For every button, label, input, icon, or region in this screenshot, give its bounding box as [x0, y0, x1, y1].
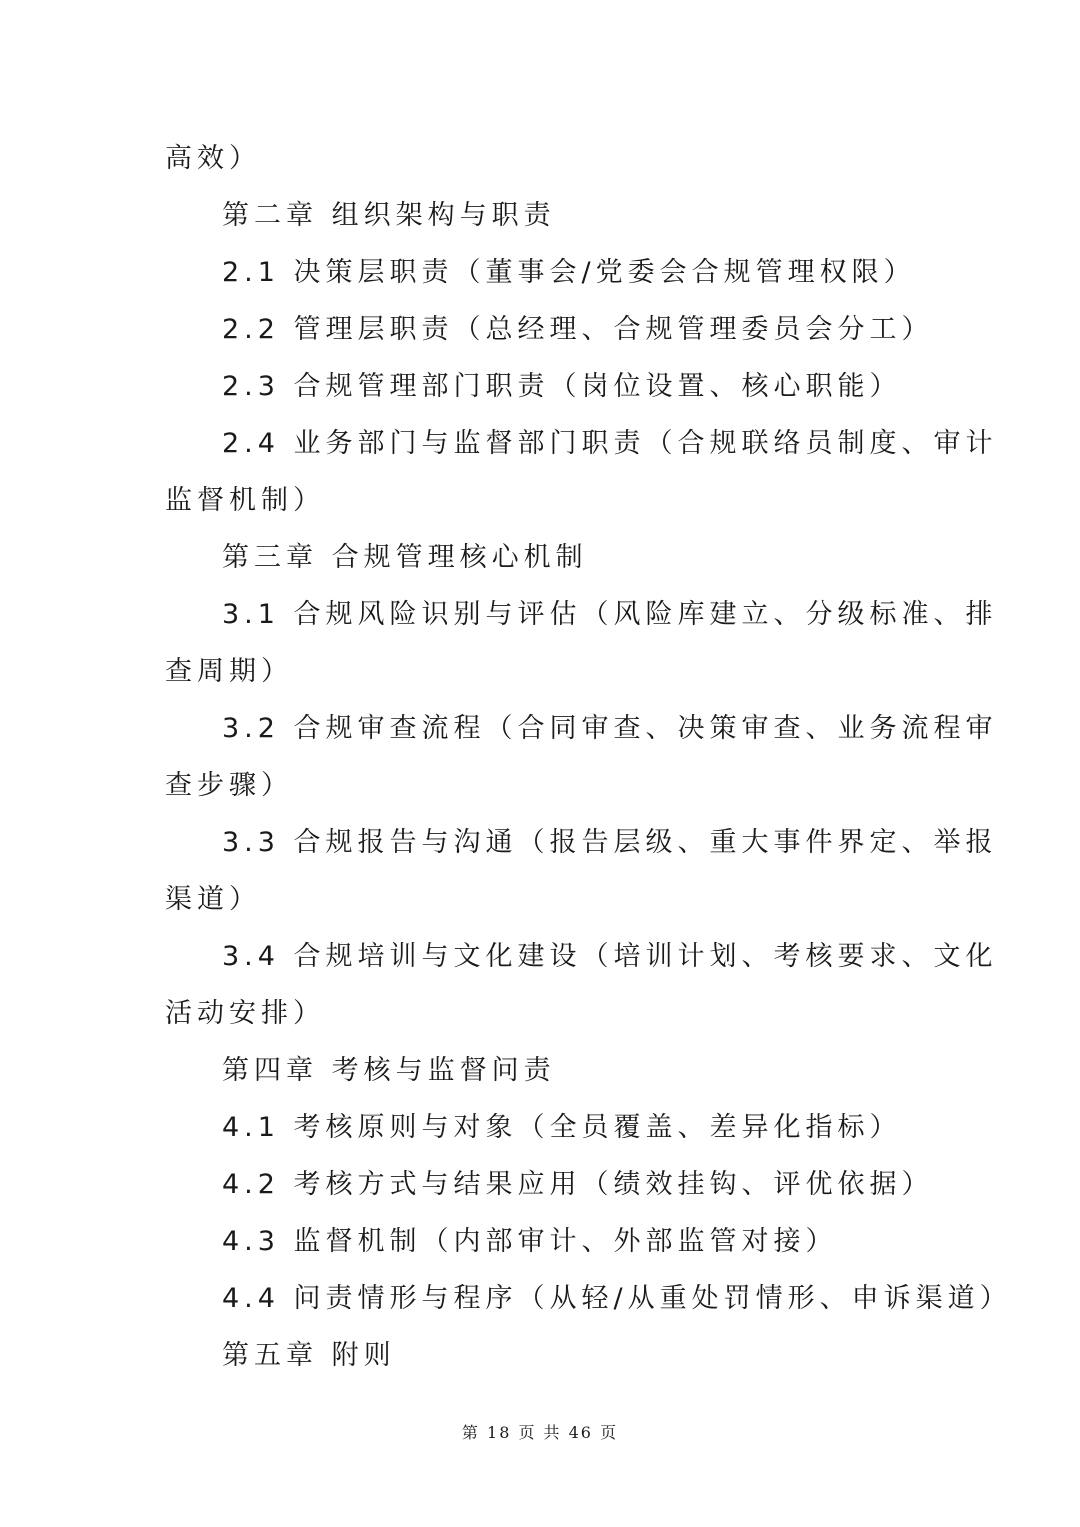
section-item: 2.3 合规管理部门职责（岗位设置、核心职能） [222, 371, 902, 402]
text-line: 查周期） [165, 656, 293, 687]
section-item: 4.4 问责情形与程序（从轻/从重处罚情形、申诉渠道） [222, 1283, 1012, 1314]
chapter-heading: 第二章 组织架构与职责 [222, 200, 556, 231]
text-line: 渠道） [165, 884, 261, 915]
document-body [165, 130, 1012, 1384]
page-number-footer: 第 18 页 共 46 页 [461, 1423, 619, 1442]
chapter-heading: 第五章 附则 [222, 1340, 396, 1371]
section-item: 2.4 业务部门与监督部门职责（合规联络员制度、审计 [222, 428, 998, 459]
chapter-heading: 第三章 合规管理核心机制 [222, 542, 588, 573]
section-item: 4.3 监督机制（内部审计、外部监管对接） [222, 1226, 838, 1257]
section-item: 4.1 考核原则与对象（全员覆盖、差异化指标） [222, 1112, 902, 1143]
section-item: 4.2 考核方式与结果应用（绩效挂钩、评优依据） [222, 1169, 934, 1200]
section-item: 2.1 决策层职责（董事会/党委会合规管理权限） [222, 257, 916, 288]
section-item: 3.4 合规培训与文化建设（培训计划、考核要求、文化 [222, 941, 998, 972]
section-item: 2.2 管理层职责（总经理、合规管理委员会分工） [222, 314, 934, 345]
text-line: 查步骤） [165, 770, 293, 801]
section-item: 3.3 合规报告与沟通（报告层级、重大事件界定、举报 [222, 827, 998, 858]
text-line: 活动安排） [165, 998, 325, 1029]
section-item: 3.1 合规风险识别与评估（风险库建立、分级标准、排 [222, 599, 998, 630]
text-line: 高效） [165, 143, 261, 174]
text-line: 监督机制） [165, 485, 325, 516]
chapter-heading: 第四章 考核与监督问责 [222, 1055, 556, 1086]
section-item: 3.2 合规审查流程（合同审查、决策审查、业务流程审 [222, 713, 998, 744]
